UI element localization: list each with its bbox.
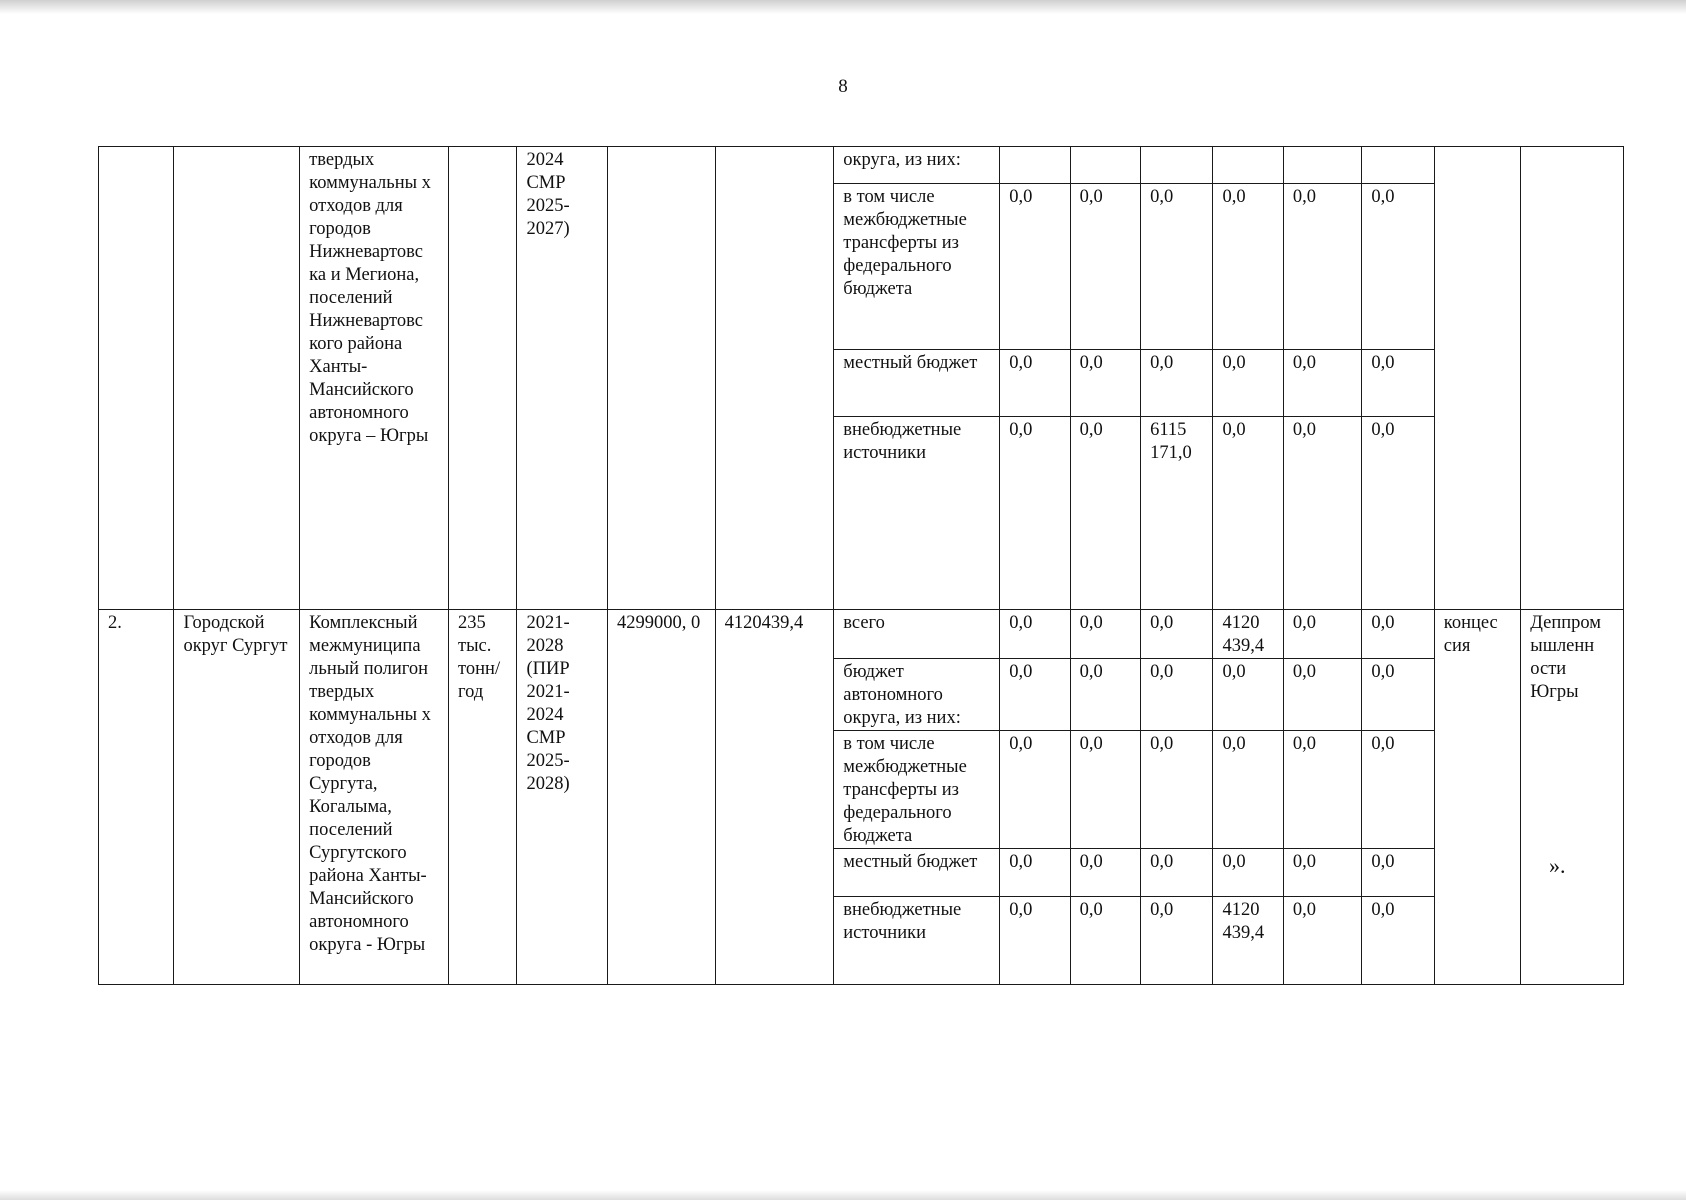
cell-capacity: 235 тыс. тонн/ год xyxy=(449,610,517,985)
cell-value xyxy=(1362,147,1434,184)
cell-source-label: бюджет автономного округа, из них: xyxy=(834,659,1000,731)
cell-value: 0,0 xyxy=(1283,897,1361,985)
cell-value: 0,0 xyxy=(1070,849,1140,897)
cell-value: 0,0 xyxy=(1283,416,1361,609)
cell-period: 2024 СМР 2025-2027) xyxy=(517,147,608,610)
cell-value xyxy=(1213,147,1283,184)
cell-value: 0,0 xyxy=(1283,659,1361,731)
financing-table xyxy=(98,146,1624,985)
cell-value: 0,0 xyxy=(1362,849,1434,897)
cell-value: 0,0 xyxy=(1000,897,1070,985)
closing-quote: ». xyxy=(1549,853,1566,878)
scan-edge-top xyxy=(0,0,1686,14)
cell-value: 0,0 xyxy=(1000,350,1070,416)
cell-value: 0,0 xyxy=(1213,350,1283,416)
page-number: 8 xyxy=(838,76,848,97)
cell-municipality xyxy=(174,147,300,610)
cell-source-label: в том числе межбюджетные трансферты из федерального бюджета xyxy=(834,183,1000,350)
cell-responsible xyxy=(1521,147,1624,610)
cell-value: 0,0 xyxy=(1070,416,1140,609)
cell-value: 0,0 xyxy=(1000,610,1070,659)
cell-value: 0,0 xyxy=(1362,731,1434,849)
table-row xyxy=(99,147,1624,184)
cell-source-label: внебюджетные источники xyxy=(834,416,1000,609)
cell-value: 0,0 xyxy=(1070,659,1140,731)
cell-value: 0,0 xyxy=(1141,897,1213,985)
cell-value: 0,0 xyxy=(1362,659,1434,731)
cell-value: 0,0 xyxy=(1070,731,1140,849)
cell-value: 0,0 xyxy=(1362,610,1434,659)
cell-mechanism xyxy=(1434,147,1521,610)
cell-municipality: Городской округ Сургут xyxy=(174,610,300,985)
cell-value: 0,0 xyxy=(1283,183,1361,350)
cell-value: 0,0 xyxy=(1000,731,1070,849)
cell-responsible: Деппром ышленн ости Югры xyxy=(1521,610,1624,985)
cell-value: 0,0 xyxy=(1362,183,1434,350)
cell-value xyxy=(1283,147,1361,184)
cell-cost-total xyxy=(715,147,834,610)
table-row xyxy=(99,610,1624,659)
cell-value: 0,0 xyxy=(1213,183,1283,350)
cell-value xyxy=(1141,147,1213,184)
cell-value: 0,0 xyxy=(1213,731,1283,849)
cell-object: твердых коммунальны х отходов для городов Нижневартовс ка и Мегиона, поселений Нижневартовс кого района Ханты-Мансийского автономного округа – Югры xyxy=(300,147,449,610)
cell-value: 0,0 xyxy=(1362,416,1434,609)
cell-mechanism: концес сия xyxy=(1434,610,1521,985)
cell-source-label: округа, из них: xyxy=(834,147,1000,184)
cell-value xyxy=(1000,147,1070,184)
cell-value xyxy=(1070,147,1140,184)
cell-num: 2. xyxy=(99,610,174,985)
cell-value: 0,0 xyxy=(1070,183,1140,350)
cell-value: 0,0 xyxy=(1141,610,1213,659)
cell-num xyxy=(99,147,174,610)
cell-value: 4120 439,4 xyxy=(1213,897,1283,985)
cell-source-label: в том числе межбюджетные трансферты из федерального бюджета xyxy=(834,731,1000,849)
cell-value: 0,0 xyxy=(1141,183,1213,350)
cell-source-label: всего xyxy=(834,610,1000,659)
cell-value: 0,0 xyxy=(1362,350,1434,416)
cell-value: 0,0 xyxy=(1070,350,1140,416)
cell-value: 0,0 xyxy=(1000,183,1070,350)
cell-source-label: местный бюджет xyxy=(834,849,1000,897)
cell-value: 0,0 xyxy=(1141,350,1213,416)
cell-source-label: внебюджетные источники xyxy=(834,897,1000,985)
cell-value: 0,0 xyxy=(1213,659,1283,731)
cell-value: 0,0 xyxy=(1213,416,1283,609)
cell-value: 0,0 xyxy=(1213,849,1283,897)
cell-value: 0,0 xyxy=(1362,897,1434,985)
cell-value: 0,0 xyxy=(1000,659,1070,731)
cell-value: 4120 439,4 xyxy=(1213,610,1283,659)
cell-value: 0,0 xyxy=(1141,731,1213,849)
cell-value: 0,0 xyxy=(1283,350,1361,416)
cell-object: Комплексный межмуниципа льный полигон твердых коммунальны х отходов для городов Сургута, Когалыма, поселений Сургутского района Ханты-Мансийского автономного округа - Югры xyxy=(300,610,449,985)
cell-value: 0,0 xyxy=(1000,849,1070,897)
cell-cost-estimate xyxy=(607,147,715,610)
cell-value: 0,0 xyxy=(1000,416,1070,609)
cell-value: 0,0 xyxy=(1070,610,1140,659)
cell-cost-total: 4120439,4 xyxy=(715,610,834,985)
cell-cost-estimate: 4299000, 0 xyxy=(607,610,715,985)
cell-value: 0,0 xyxy=(1141,659,1213,731)
cell-value: 0,0 xyxy=(1283,610,1361,659)
cell-value: 0,0 xyxy=(1283,849,1361,897)
cell-value: 0,0 xyxy=(1283,731,1361,849)
cell-value: 0,0 xyxy=(1141,849,1213,897)
cell-value: 0,0 xyxy=(1070,897,1140,985)
cell-period: 2021-2028 (ПИР 2021-2024 СМР 2025-2028) xyxy=(517,610,608,985)
cell-capacity xyxy=(449,147,517,610)
cell-source-label: местный бюджет xyxy=(834,350,1000,416)
scan-edge-bottom xyxy=(0,1190,1686,1200)
cell-value: 6115 171,0 xyxy=(1141,416,1213,609)
